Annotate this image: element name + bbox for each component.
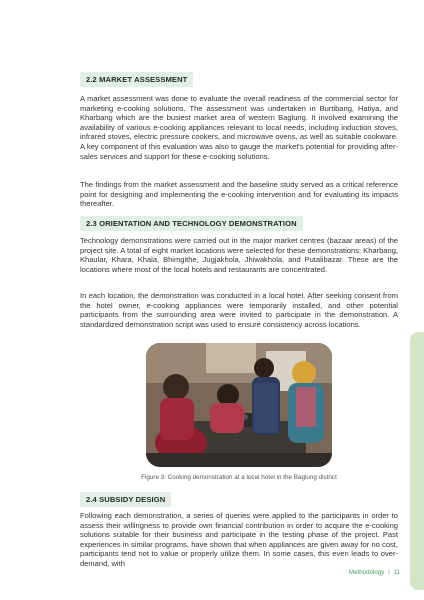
page-footer (349, 569, 400, 576)
market-assessment-paragraph-2: The findings from the market assessment and the baseline study served as a critical reference point for designing and implementing the e-cooking intervention and for evaluating its impacts thereafter. (80, 180, 398, 209)
chapter-side-tab (410, 332, 424, 590)
section-heading-market-assessment: 2.2 MARKET ASSESSMENT (80, 72, 193, 87)
orientation-paragraph-2: In each location, the demonstration was conducted in a local hotel. After seeking consent from the hotel owner, e-cooking appliances were temporarily installed, and other potential participants from the surrounding area were invited to participate in the demonstration. A standardized demonstration script was used to ensure consistency across locations. (80, 291, 398, 329)
subsidy-design-paragraph-1: Following each demonstration, a series of queries were applied to the participants in order to assess their willingness to provide own financial contribution in order to acquire the e-cooking solutions suitable for their business and participate in the testing phase of the project. Past experiences in similar programs, have shown that when appliances are given away for no cost, participants tend not to value or properly utilize them. In some cases, this even leads to over-demand, with (80, 511, 398, 568)
footer-section-name: Methodology (348, 569, 385, 576)
footer-separator: I (388, 569, 390, 576)
market-assessment-paragraph-1: A market assessment was done to evaluate the overall readiness of the commercial sector for marketing e-cooking solutions. The assessment was undertaken in Burtibang, Hatiya, and Kharbang which are the busiest market area of western Baglung. It involved examining the availability of various e-cooking appliances relevant to local needs, including induction stoves, infrared stoves, electric pressure cookers, and microwave ovens, as well as suitable cookware. A key component of this evaluation was also to gauge the market's potential for providing after-sales services and support for these e-cooking solutions. (80, 94, 398, 161)
section-heading-orientation-demonstration: 2.3 ORIENTATION AND TECHNOLOGY DEMONSTRATION (80, 216, 303, 231)
photo-illustration (146, 343, 332, 467)
cooking-demonstration-photo (146, 343, 332, 467)
page-number: 11 (393, 569, 400, 576)
orientation-paragraph-1: Technology demonstrations were carried out in the major market centres (bazaar areas) of the project site. A total of eight market locations were selected for these demonstrations: Kharbang, Khaular, Khara, Khala, Bhimgithe, Jugjakhola, Jhiwakhola, and Putalibazar. These are the locations where most of the local hotels and restaurants are concentrated. (80, 236, 398, 274)
section-heading-subsidy-design: 2.4 SUBSIDY DESIGN (80, 492, 171, 507)
figure-caption: Figure 3: Cooking demonstration at a local hotel in the Baglung district (141, 474, 337, 481)
